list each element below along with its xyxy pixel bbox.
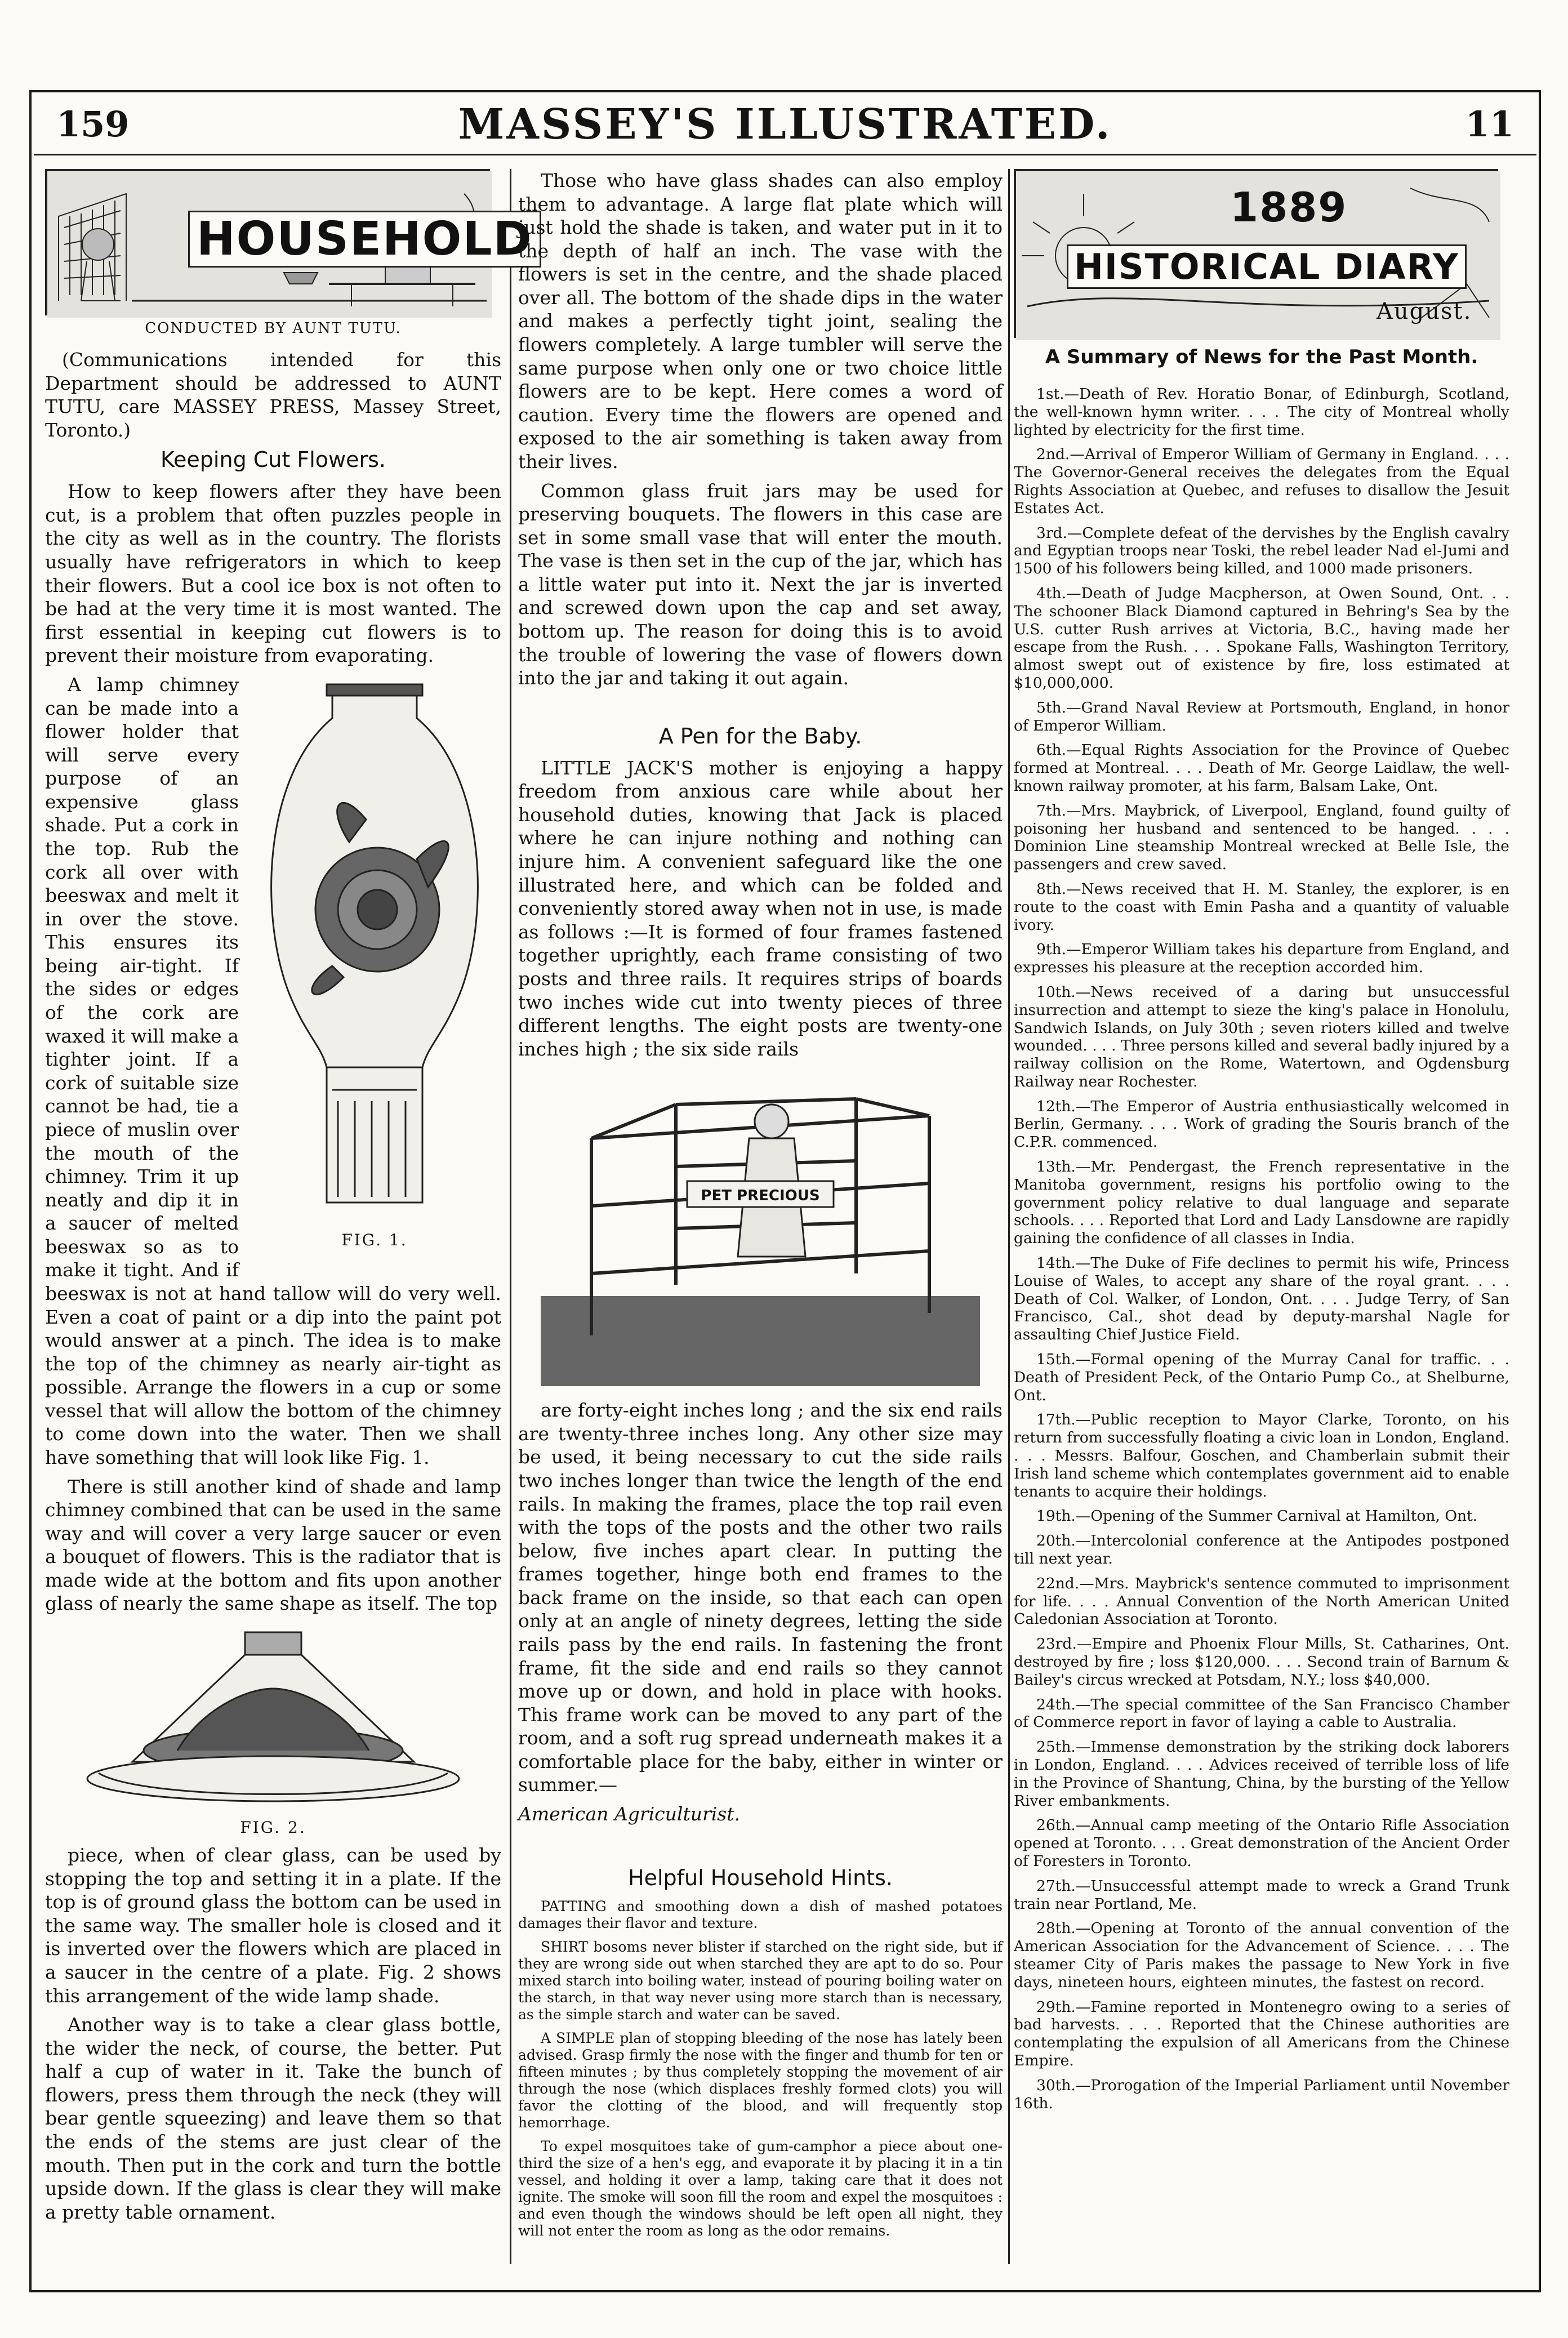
diary-column [1014, 169, 1509, 2264]
diary-entry: 14th.—The Duke of Fife declines to permit his wife, Princess Louise of Wales, to accept any share of the royal grant. . . . Death of Col. Walker, of London, Ont. . . . Judge Terry, of San Francisco, Cal., shot dead by deputy-marshal Nagle for assaulting Chief Justice Field. [1014, 1254, 1509, 1344]
diary-entry: 19th.—Opening of the Summer Carnival at Hamilton, Ont. [1036, 1507, 1478, 1525]
diary-entry: 2nd.—Arrival of Emperor William of Germany in England. . . . The Governor-General receives the delegates from the Equal Rights Association at Quebec, and refuses to disallow the Jesuit Estates Act. [1014, 446, 1509, 517]
household-banner-label: HOUSEHOLD [188, 211, 541, 268]
diary-entry: 5th.—Grand Naval Review at Portsmouth, England, in honor of Emperor William. [1014, 698, 1509, 734]
paragraph: piece, when of clear glass, can be used by stopping the top and setting it in a plate. If the top is of ground glass the bottom can be used in the same way. The smaller hole is closed and it is inverted over the flowers which are placed in a saucer in the centre of a plate. Fig. 2 shows this arrangement of the wide lamp shade. [45, 1844, 501, 2007]
diary-entry: 7th.—Mrs. Maybrick, of Liverpool, England, found guilty of poisoning her husband and sentenced to be hanged. . . . Dominion Line steamship Montreal wrecked at Belle Isle, the passengers and crew saved. [1014, 801, 1509, 874]
diary-banner-month: August. [1377, 299, 1472, 324]
figure-2-caption: FIG. 2. [240, 1818, 306, 1837]
hint-item: A SIMPLE plan of stopping bleeding of the nose has lately been advised. Grasp firmly the nose with the finger and thumb for ten or fifteen minutes ; by thus completely stopping the movement of air through the nose (which displaces freshly formed clots) you will favor the clotting of the blood, and will frequently stop hemorrhage. [518, 2029, 1003, 2131]
hint-item: To expel mosquitoes take of gum-camphor a piece about one-third the size of a hen's egg, and evaporate it by placing it in a tin vessel, and holding it over a lamp, taking care that it does not ignite. The smoke will soon fill the room and expel the mosquitoes : and even though the windows should be left open all night, they will not enter the room as long as the odor remains. [518, 2137, 1003, 2239]
baby-pen-figure [518, 1071, 1003, 1388]
section-title-keeping-cut-flowers: Keeping Cut Flowers. [161, 447, 386, 473]
diary-entry: 12th.—The Emperor of Austria enthusiastically welcomed in Berlin, Germany. . . . Work of grading the Souris branch of the C.P.R. commenced. [1014, 1097, 1509, 1151]
diary-entry: 17th.—Public reception to Mayor Clarke, Toronto, on his return from successfully floating a civic loan in London, England. . . . Messrs. Balfour, Goschen, and Chamberlain submit their Irish land scheme which contemplates government aid to enable tenants to acquire their holdings. [1014, 1411, 1509, 1500]
diary-entry: 25th.—Immense demonstration by the striking dock laborers in London, England. . . . Advices received of terrible loss of life in the Province of Shantung, China, by the bursting of the Yellow River embankments. [1014, 1738, 1509, 1810]
diary-subtitle: A Summary of News for the Past Month. [1045, 346, 1478, 368]
figure-1 [248, 673, 501, 1256]
paragraph: How to keep flowers after they have been cut, is a problem that often puzzles people in the city as well as in the country. The florists usually have refrigerators in which to keep their flowers. But a cool ice box is not often to be had at the very time it is most wanted. The first essential in keeping cut flowers is to prevent their moisture from evaporating. [45, 480, 501, 667]
paragraph: LITTLE JACK'S mother is enjoying a happy freedom from anxious care while about her household duties, knowing that Jack is placed where he can injure nothing and nothing can injure him. A convenient safeguard like the one illustrated here, and which can be folded and conveniently stored away when not in use, is made as follows :—It is formed of four frames fastened together uprightly, each frame consisting of two posts and three rails. It requires strips of boards two inches wide cut into twenty pieces of three different lengths. The eight posts are twenty-one inches high ; the six side rails [518, 756, 1003, 1060]
diary-entry: 22nd.—Mrs. Maybrick's sentence commuted to imprisonment for life. . . . Annual Convention of the North American United Caledonian Association at Toronto. [1014, 1574, 1509, 1628]
diary-entry: 13th.—Mr. Pendergast, the French representative in the Manitoba government, resigns his portfolio owing to the government policy relative to dual language and separate schools. . . . Reported that Lord and Lady Lansdowne are rapidly gaining the confidence of all classes in India. [1014, 1158, 1509, 1248]
pen-sign-text: PET PRECIOUS [701, 1187, 820, 1205]
byline: CONDUCTED BY AUNT TUTU. [145, 320, 402, 337]
paragraph: Common glass fruit jars may be used for preserving bouquets. The flowers in this case are set in some small vase that will enter the mouth. The vase is then set in the cup of the jar, which has a little water put into it. Next the jar is inverted and screwed down upon the cap and set away, bottom up. The reason for doing this is to avoid the trouble of lowering the vase of flowers down into the jar and taking it out again. [518, 479, 1003, 689]
page-number-left: 159 [56, 104, 130, 145]
baby-pen-illustration [541, 1071, 980, 1386]
diary-entry: 3rd.—Complete defeat of the dervishes by the English cavalry and Egyptian troops near Toski, the rebel leader Nad el-Jumi and 1500 of his followers being killed, and 1000 made prisoners. [1014, 524, 1509, 578]
diary-entry: 27th.—Unsuccessful attempt made to wreck a Grand Trunk train near Portland, Me. [1014, 1877, 1509, 1913]
masthead-title: MASSEY'S ILLUSTRATED. [458, 100, 1112, 149]
figure-1-caption: FIG. 1. [341, 1230, 408, 1249]
diary-entry: 8th.—News received that H. M. Stanley, the explorer, is en route to the coast with Emin Pasha and a quantity of valuable ivory. [1014, 880, 1509, 934]
diary-entry: 29th.—Famine reported in Montenegro owing to a series of bad harvests. . . . Reported that the Chinese authorities are contemplating the expulsion of all Americans from the Chinese Empire. [1014, 1998, 1509, 2069]
diary-entry: 26th.—Annual camp meeting of the Ontario Rifle Association opened at Toronto. . . . Great demonstration of the Ancient Order of Foresters in Toronto. [1014, 1816, 1509, 1870]
source-credit: American Agriculturist. [518, 1803, 740, 1825]
diary-entry: 28th.—Opening at Toronto of the annual convention of the American Association for the Advancement of Science. . . . The steamer City of Paris makes the passage to New York in five days, nineteen hours, eighteen minutes, the fastest on record. [1014, 1920, 1509, 1991]
paragraph: are forty-eight inches long ; and the six end rails are twenty-three inches long. Any other size may be used, it being necessary to cut the side rails two inches longer than twice the length of the end rails. In making the frames, place the top rail even with the tops of the posts and the other two rails below, five inches apart clear. In putting the frames together, hinge both end frames to the back frame on the inside, so that each can open only at an angle of ninety degrees, letting the side rails pass by the end rails. In fastening the front frame, fit the side and end rails so they cannot move up or down, and hold in place with hooks. This frame work can be moved to any part of the room, and a soft rug spread underneath makes it a comfortable place for the baby, either in winter or summer.— [518, 1399, 1003, 1796]
paragraph: A lamp chimney can be made into a flower holder that will serve every purpose of an expensive glass shade. Put a cork in the top. Rub the cork all over with beeswax and melt it in over the stove. This ensures its being air-tight. If the sides or edges of the cork are waxed it will make a tighter joint. If a cork of suitable size cannot be had, tie a piece of muslin over the mouth of the chimney. Trim it up neatly and dip it in a saucer of melted beeswax so as to make it tight. And if beeswax is not at hand tallow will do very well. Even a coat of paint or a dip into the paint pot would answer at a pinch. The idea is to make the top of the chimney as nearly air-tight as possible. Arrange the flowers in a cup or some vessel that will allow the bottom of the chimney to come down into the water. Then we shall have something that will look like Fig. 1. [45, 673, 501, 1469]
paragraph: There is still another kind of shade and lamp chimney combined that can be used in the same way and will cover a very large saucer or even a bouquet of flowers. This is the radiator that is made wide at the bottom and fits upon another glass of nearly the same shape as itself. The top [45, 1475, 501, 1615]
diary-entry: 24th.—The special committee of the San Francisco Chamber of Commerce report in favor of laying a cable to Australia. [1014, 1695, 1509, 1731]
middle-column [518, 169, 1003, 2264]
column-rule-left [510, 169, 511, 2264]
historical-diary-banner [1014, 169, 1498, 338]
hints-list [518, 1898, 1003, 2239]
paragraph: Another way is to take a clear glass bottle, the wider the neck, of course, the better. Put half a cup of water in it. Take the bunch of flowers, press them through the neck (they will bear gentle squeezing) and leave them so that the ends of the stems are just clear of the mouth. Then put in the cork and turn the bottle upside down. If the glass is clear they will make a pretty table ornament. [45, 2014, 501, 2223]
diary-entry: 23rd.—Empire and Phoenix Flour Mills, St. Catharines, Ont. destroyed by fire ; loss $120,000. . . . Second train of Barnum & Bailey's circus wrecked at Potsdam, N.Y.; loss $40,000. [1014, 1635, 1509, 1689]
diary-entry: 10th.—News received of a daring but unsuccessful insurrection and attempt to sieze the king's palace in Honolulu, Sandwich Islands, on July 30th ; seven rioters killed and twelve wounded. . . . Three persons killed and several badly injured by a railway collision on the Rome, Watertown, and Ogdensburg Railway near Rochester. [1014, 983, 1509, 1090]
editorial-note: (Communications intended for this Department should be addressed to AUNT TUTU, care MASSEY PRESS, Massey Street, Toronto.) [45, 349, 501, 441]
diary-entry: 4th.—Death of Judge Macpherson, at Owen Sound, Ont. . . The schooner Black Diamond captured in Behring's Sea by the U.S. cutter Rush arrives at Victoria, B.C., having made her escape from the Rush. . . . Spokane Falls, Washington Territory, almost swept out of existence by fire, loss estimated at $10,000,000. [1014, 584, 1509, 692]
diary-entry: 9th.—Emperor William takes his departure from England, and expresses his pleasure at the reception accorded him. [1014, 941, 1509, 977]
diary-banner-title: HISTORICAL DIARY [1067, 244, 1467, 289]
figure-2 [45, 1621, 501, 1837]
diary-banner-year: 1889 [1230, 184, 1348, 231]
section-title-household-hints: Helpful Household Hints. [628, 1865, 893, 1890]
hint-item: SHIRT bosoms never blister if starched on the right side, but if they are wrong side out when starched they are apt to do so. Pour mixed starch into boiling water, instead of pouring boiling water on the starch, in that way never using more starch than is necessary, as the simple starch and water can be saved. [518, 1938, 1003, 2023]
lamp-chimney-illustration [248, 673, 501, 1225]
household-banner [45, 169, 533, 315]
diary-entry: 15th.—Formal opening of the Murray Canal for traffic. . . Death of President Peck, of the Ontario Pump Co., at Shelburne, Ont. [1014, 1351, 1509, 1404]
diary-entry: 6th.—Equal Rights Association for the Province of Quebec formed at Montreal. . . . Death of Mr. George Laidlaw, the well-known railway promoter, at his farm, Balsam Lake, Ont. [1014, 741, 1509, 795]
hint-item: PATTING and smoothing down a dish of mashed potatoes damages their flavor and texture. [518, 1898, 1003, 1931]
household-column [45, 169, 533, 2264]
column-rule-right [1008, 169, 1010, 2264]
page-number-right: 11 [1465, 104, 1514, 145]
diary-entry: 20th.—Intercolonial conference at the Antipodes postponed till next year. [1014, 1532, 1509, 1568]
glass-shade-illustration [76, 1621, 470, 1812]
diary-entry: 30th.—Prorogation of the Imperial Parliament until November 16th. [1014, 2076, 1509, 2112]
section-title-pen-for-the-baby: A Pen for the Baby. [658, 723, 862, 749]
paragraph: Those who have glass shades can also employ them to advantage. A large flat plate which will just hold the shade is taken, and water put in it to the depth of half an inch. The vase with the flowers is set in the centre, and the shade placed over all. The bottom of the shade dips in the water and makes a perfectly tight joint, sealing the flowers completely. A large tumbler will serve the same purpose when only one or two choice little flowers are to be kept. Here comes a word of caution. Every time the flowers are opened and exposed to the air something is taken away from their lives. [518, 170, 1003, 473]
diary-entries [1014, 385, 1509, 2112]
page-header [34, 95, 1536, 155]
diary-entry: 1st.—Death of Rev. Horatio Bonar, of Edinburgh, Scotland, the well-known hymn writer. . . . The city of Montreal wholly lighted by electricity for the first time. [1014, 385, 1509, 439]
